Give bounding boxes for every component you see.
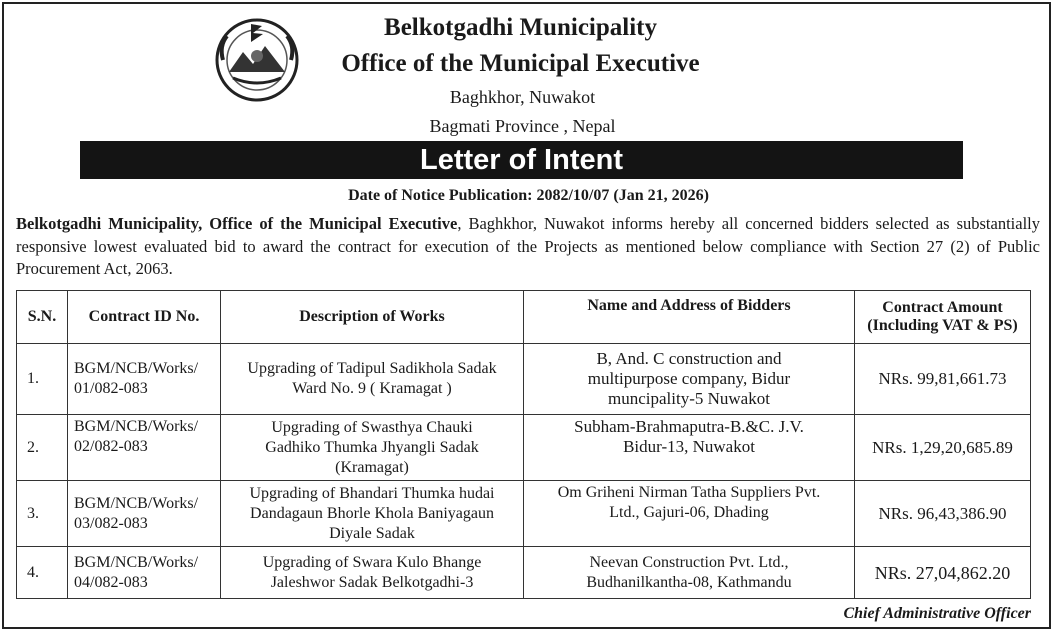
row-description [221, 481, 524, 547]
contract-id-part1: BGM/NCB/Works/ [74, 494, 199, 512]
table-row [17, 481, 1031, 547]
col-amount-line2: (Including VAT & PS) [867, 317, 1018, 334]
row-bidder [524, 344, 855, 415]
col-sn: S.N. [17, 291, 68, 344]
row-amount: NRs. 1,29,20,685.89 [855, 415, 1031, 481]
desc-line: Ward No. 9 ( Kramagat ) [292, 380, 452, 397]
desc-line: (Kramagat) [335, 458, 409, 476]
row-sn: 2. [17, 415, 68, 481]
notice-title-banner: Letter of Intent [80, 141, 963, 179]
row-bidder [524, 481, 855, 547]
address-line-1: Baghkhor, Nuwakot [449, 87, 596, 107]
contract-id-part1: BGM/NCB/Works/ [74, 360, 199, 377]
intro-lead: Belkotgadhi Municipality, Office of the Municipal Executive [16, 214, 458, 233]
contract-id-part1: BGM/NCB/Works/ [74, 553, 199, 571]
row-bidder [524, 415, 855, 481]
intro-text: , Baghkhor, Nuwakot informs hereby all concerned bidders selected as substantially responsive lowest evaluated bid to award the contract for execution of the Projects as mentioned below compliance with Section 27 (2) of Public Procurement Act, 2063. [16, 214, 1041, 278]
table-row [17, 415, 1031, 481]
address-line-2: Bagmati Province , Nepal [429, 116, 616, 136]
col-amount [855, 291, 1031, 344]
publication-date: Date of Notice Publication: 2082/10/07 (Jan 21, 2026) [348, 187, 709, 204]
row-description [221, 547, 524, 599]
desc-line: Upgrading of Swara Kulo Bhange [262, 553, 482, 571]
contract-id-part2: 04/082-083 [74, 573, 148, 591]
row-sn: 4. [17, 547, 68, 599]
row-contract-id [68, 481, 221, 547]
org-name: Belkotgadhi Municipality [384, 14, 657, 41]
intro-paragraph [16, 213, 1040, 281]
desc-line: Diyale Sadak [329, 524, 415, 542]
bidder-line: Neevan Construction Pvt. Ltd., [589, 553, 789, 571]
row-amount: NRs. 99,81,661.73 [855, 344, 1031, 415]
col-contract-id: Contract ID No. [68, 291, 221, 344]
bidder-line: muncipality-5 Nuwakot [608, 389, 770, 408]
row-amount: NRs. 27,04,862.20 [855, 547, 1031, 599]
bidder-line: Bidur-13, Nuwakot [623, 437, 755, 456]
contracts-table [16, 290, 1031, 599]
desc-line: Gadhiko Thumka Jhyangli Sadak [265, 438, 479, 456]
contract-id-part2: 03/082-083 [74, 514, 148, 532]
desc-line: Upgrading of Tadipul Sadikhola Sadak [247, 360, 497, 377]
row-description [221, 415, 524, 481]
col-description: Description of Works [221, 291, 524, 344]
office-name: Office of the Municipal Executive [341, 50, 700, 77]
row-bidder [524, 547, 855, 599]
col-amount-line1: Contract Amount [882, 299, 1003, 316]
row-sn: 3. [17, 481, 68, 547]
row-contract-id [68, 344, 221, 415]
row-description [221, 344, 524, 415]
table-header-row [17, 291, 1031, 344]
desc-line: Jaleshwor Sadak Belkotgadhi-3 [270, 573, 474, 591]
contract-id-part1: BGM/NCB/Works/ [74, 418, 199, 435]
table-row [17, 344, 1031, 415]
table-row [17, 547, 1031, 599]
desc-line: Dandagaun Bhorle Khola Baniyagaun [250, 504, 494, 522]
signature-title: Chief Administrative Officer [843, 605, 1031, 622]
row-amount: NRs. 96,43,386.90 [855, 481, 1031, 547]
bidder-line: Subham-Brahmaputra-B.&C. J.V. [574, 417, 804, 436]
bidder-line: Budhanilkantha-08, Kathmandu [586, 573, 792, 591]
bidder-line: Ltd., Gajuri-06, Dhading [609, 504, 769, 521]
bidder-line: Om Griheni Nirman Tatha Suppliers Pvt. [557, 484, 821, 501]
desc-line: Upgrading of Bhandari Thumka hudai [249, 484, 495, 502]
row-sn: 1. [17, 344, 68, 415]
row-contract-id [68, 415, 221, 481]
row-contract-id [68, 547, 221, 599]
desc-line: Upgrading of Swasthya Chauki [271, 418, 473, 436]
contract-id-part2: 02/082-083 [74, 438, 148, 455]
contract-id-part2: 01/082-083 [74, 380, 148, 397]
bidder-line: multipurpose company, Bidur [587, 369, 791, 388]
bidder-line: B, And. C construction and [596, 349, 782, 368]
col-bidder: Name and Address of Bidders [524, 291, 855, 344]
